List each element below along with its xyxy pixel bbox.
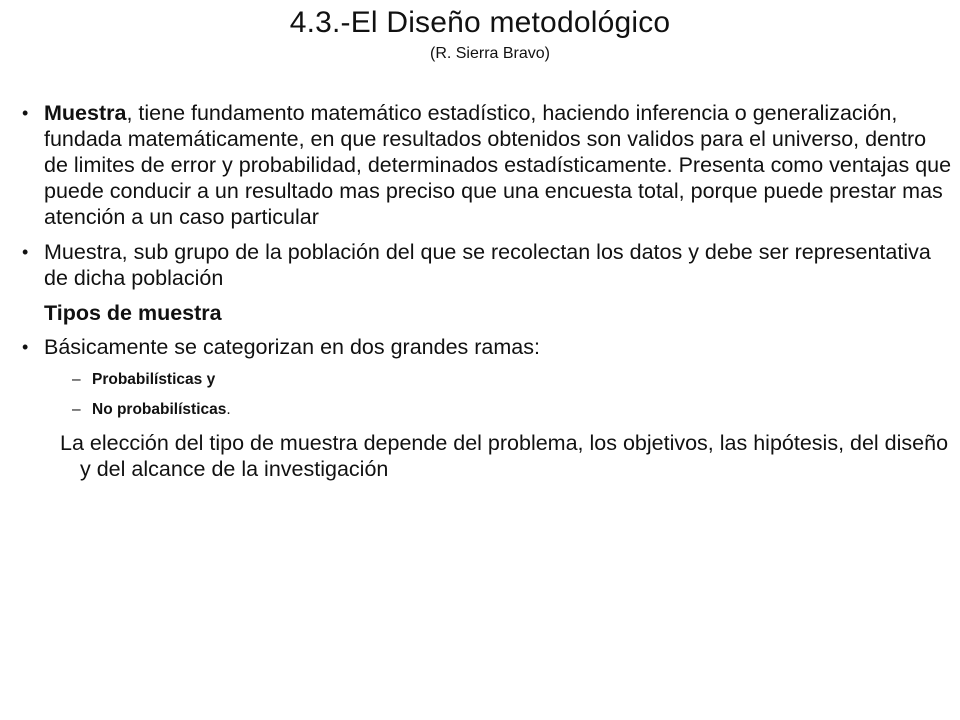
bullet-icon: •	[22, 103, 29, 123]
sub-item-probabilisticas	[22, 370, 954, 390]
bullet-text: , tiene fundamento matemático estadístico, haciendo inferencia o generalización, fundada matemáticamente, en que resultados obtenidos son validos para el universo, dentro de limites de error y probabilidad, determinados estadísticamente. Presenta como ventajas que puede conducir a un resultado mas preciso que una encuesta total, porque puede prestar mas atención a un caso particular	[44, 101, 952, 229]
bullet-muestra-definition	[22, 100, 954, 230]
sub-item-no-probabilisticas	[22, 400, 954, 420]
section-heading-text: Tipos de muestra	[44, 301, 222, 325]
bullet-text: Muestra, sub grupo de la población del que se recolectan los datos y debe ser representativa de dicha población	[44, 240, 931, 290]
sub-item-bold: No probabilísticas	[92, 401, 227, 418]
bullet-muestra-subgroup	[22, 239, 954, 291]
bullet-icon: •	[22, 242, 29, 262]
slide-title: 4.3.-El Diseño metodológico	[289, 6, 671, 39]
slide-content	[22, 100, 954, 482]
title-block	[0, 4, 960, 64]
bullet-text: Básicamente se categorizan en dos grandes ramas:	[44, 335, 540, 359]
dash-icon: –	[72, 401, 81, 418]
bullet-bold-term: Muestra	[44, 101, 127, 125]
sub-item-bold: Probabilísticas y	[92, 371, 216, 388]
closing-paragraph: La elección del tipo de muestra depende del problema, los objetivos, las hipótesis, del diseño y del alcance de la investigación	[60, 431, 949, 481]
section-heading	[22, 300, 954, 326]
bullet-categories	[22, 334, 954, 360]
bullet-icon: •	[22, 337, 29, 357]
slide-subtitle: (R. Sierra Bravo)	[429, 45, 551, 62]
dash-icon: –	[72, 371, 81, 388]
sub-item-rest: .	[226, 401, 231, 418]
